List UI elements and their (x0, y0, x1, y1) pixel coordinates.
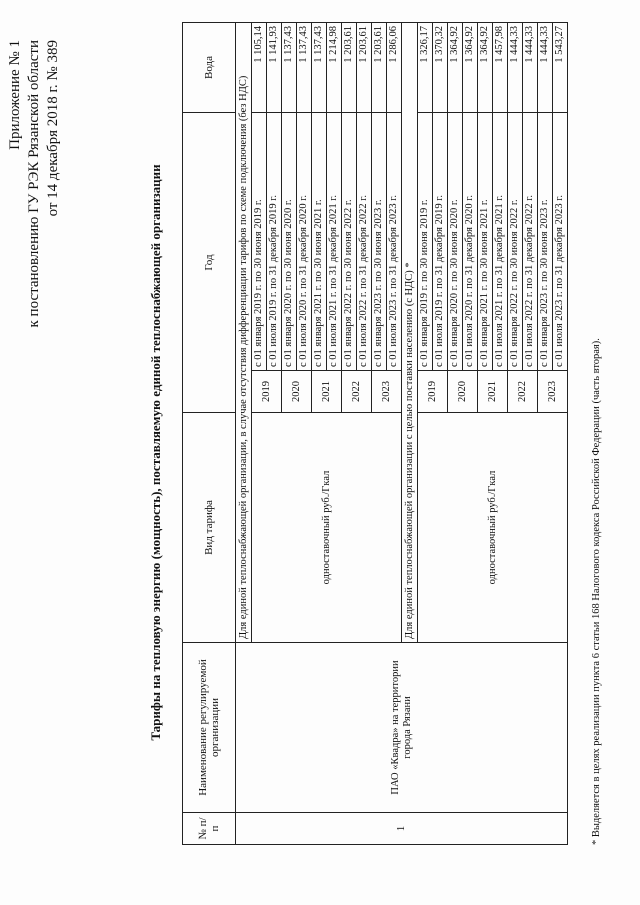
water-tariff-value: 1 203,61 (357, 23, 372, 113)
document-header (6, 40, 63, 327)
water-tariff-value: 1 364,92 (448, 23, 463, 113)
water-tariff-value: 1 444,33 (523, 23, 538, 113)
section2-heading: Для единой теплоснабжающей организации с целью поставки населению (с НДС) * (402, 23, 418, 643)
period-cell: с 01 июля 2019 г. по 31 декабря 2019 г. (433, 113, 448, 371)
col-header-num: № п/п (183, 813, 236, 845)
col-header-water: Вода (183, 23, 236, 113)
section-heading-row (236, 23, 252, 845)
year-cell: 2020 (282, 371, 312, 413)
row-number: 1 (236, 813, 568, 845)
resolution-reference: к постановлению ГУ РЭК Рязанской области (26, 40, 42, 328)
period-cell: с 01 июля 2023 г. по 31 декабря 2023 г. (387, 113, 402, 371)
water-tariff-value: 1 370,32 (433, 23, 448, 113)
period-cell: с 01 января 2020 г. по 30 июня 2020 г. (448, 113, 463, 371)
section2-tariff-type: одноставочный руб./Гкал (418, 413, 568, 643)
year-cell: 2021 (478, 371, 508, 413)
col-header-org: Наименование регулируемой организации (183, 643, 236, 813)
water-tariff-value: 1 203,61 (372, 23, 387, 113)
year-cell: 2022 (508, 371, 538, 413)
year-cell: 2023 (372, 371, 402, 413)
resolution-date: от 14 декабря 2018 г. № 389 (45, 40, 61, 217)
water-tariff-value: 1 137,43 (312, 23, 327, 113)
water-tariff-value: 1 326,17 (418, 23, 433, 113)
water-tariff-value: 1 286,06 (387, 23, 402, 113)
period-cell: с 01 июля 2020 г. по 31 декабря 2020 г. (297, 113, 312, 371)
water-tariff-value: 1 364,92 (463, 23, 478, 113)
period-cell: с 01 января 2019 г. по 30 июня 2019 г. (252, 113, 267, 371)
period-cell: с 01 июля 2023 г. по 31 декабря 2023 г. (553, 113, 568, 371)
water-tariff-value: 1 141,93 (267, 23, 282, 113)
section1-tariff-type: одноставочный руб./Гкал (252, 413, 402, 643)
organization-name: ПАО «Квадра» на территории города Рязани (236, 643, 568, 813)
appendix-label: Приложение № 1 (7, 40, 23, 150)
section1-heading: Для единой теплоснабжающей организации, в случае отсутствия дифференциации тарифов по схеме подключения (без НДС) (236, 23, 252, 643)
year-cell: 2022 (342, 371, 372, 413)
year-cell: 2019 (252, 371, 282, 413)
period-cell: с 01 июля 2021 г. по 31 декабря 2021 г. (327, 113, 342, 371)
period-cell: с 01 января 2021 г. по 30 июня 2021 г. (312, 113, 327, 371)
water-tariff-value: 1 105,14 (252, 23, 267, 113)
water-tariff-value: 1 444,33 (508, 23, 523, 113)
water-tariff-value: 1 364,92 (478, 23, 493, 113)
water-tariff-value: 1 203,61 (342, 23, 357, 113)
water-tariff-value: 1 543,27 (553, 23, 568, 113)
period-cell: с 01 января 2020 г. по 30 июня 2020 г. (282, 113, 297, 371)
table-header-row (183, 23, 236, 845)
period-cell: с 01 июля 2022 г. по 31 декабря 2022 г. (357, 113, 372, 371)
period-cell: с 01 января 2021 г. по 30 июня 2021 г. (478, 113, 493, 371)
period-cell: с 01 января 2022 г. по 30 июня 2022 г. (342, 113, 357, 371)
water-tariff-value: 1 444,33 (538, 23, 553, 113)
page-title: Тарифы на тепловую энергию (мощность), поставляемую единой теплоснабжающей организации (148, 164, 163, 741)
year-cell: 2019 (418, 371, 448, 413)
period-cell: с 01 июля 2022 г. по 31 декабря 2022 г. (523, 113, 538, 371)
period-cell: с 01 января 2019 г. по 30 июня 2019 г. (418, 113, 433, 371)
year-cell: 2020 (448, 371, 478, 413)
col-header-tariff-type: Вид тарифа (183, 413, 236, 643)
period-cell: с 01 января 2022 г. по 30 июня 2022 г. (508, 113, 523, 371)
period-cell: с 01 января 2023 г. по 30 июня 2023 г. (538, 113, 553, 371)
tariff-table (182, 22, 568, 845)
water-tariff-value: 1 137,43 (297, 23, 312, 113)
water-tariff-value: 1 214,98 (327, 23, 342, 113)
period-cell: с 01 июля 2021 г. по 31 декабря 2021 г. (493, 113, 508, 371)
water-tariff-value: 1 457,98 (493, 23, 508, 113)
year-cell: 2023 (538, 371, 568, 413)
footnote: * Выделяется в целях реализации пункта 6 статьи 168 Налогового кодекса Российской Федерации (часть вторая). (591, 338, 602, 845)
water-tariff-value: 1 137,43 (282, 23, 297, 113)
period-cell: с 01 июля 2019 г. по 31 декабря 2019 г. (267, 113, 282, 371)
period-cell: с 01 июля 2020 г. по 31 декабря 2020 г. (463, 113, 478, 371)
period-cell: с 01 января 2023 г. по 30 июня 2023 г. (372, 113, 387, 371)
col-header-year: Год (183, 113, 236, 413)
year-cell: 2021 (312, 371, 342, 413)
